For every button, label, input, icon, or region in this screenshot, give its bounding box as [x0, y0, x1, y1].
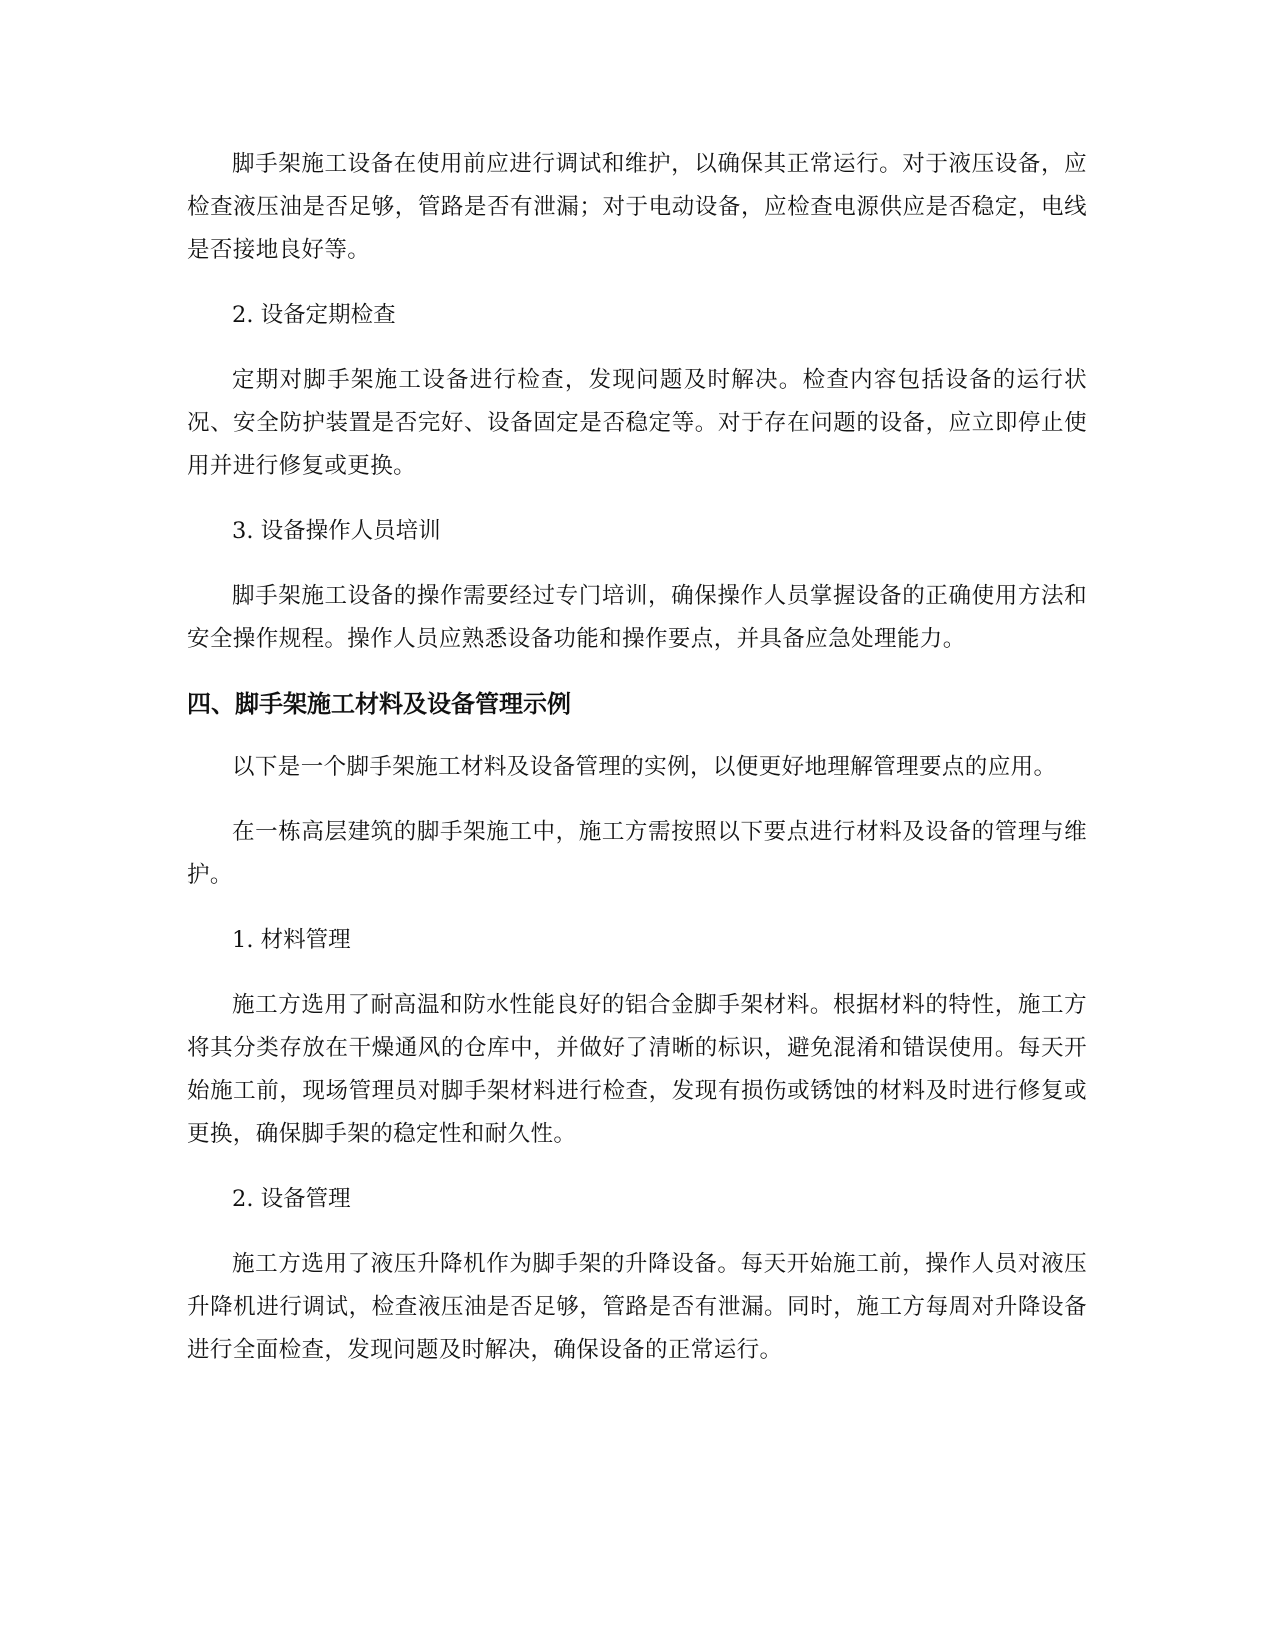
paragraph-regular-inspection: 定期对脚手架施工设备进行检查，发现问题及时解决。检查内容包括设备的运行状况、安全防护装置是否完好、设备固定是否稳定等。对于存在问题的设备，应立即停止使用并进行修复或更换。 [187, 367, 1087, 479]
paragraph-material-management: 施工方选用了耐高温和防水性能良好的铝合金脚手架材料。根据材料的特性，施工方将其分类存放在干燥通风的仓库中，并做好了清晰的标识，避免混淆和错误使用。每天开始施工前，现场管理员对脚手架材料进行检查，发现有损伤或锈蚀的材料及时进行修复或更换，确保脚手架的稳定性和耐久性。 [187, 992, 1087, 1147]
paragraph-equipment-management: 施工方选用了液压升降机作为脚手架的升降设备。每天开始施工前，操作人员对液压升降机进行调试，检查液压油是否足够，管路是否有泄漏。同时，施工方每周对升降设备进行全面检查，发现问题及时解决，确保设备的正常运行。 [187, 1251, 1087, 1363]
item-heading-equipment-management: 2. 设备管理 [232, 1186, 351, 1212]
document-body [187, 143, 1087, 1394]
section-heading-management-example: 四、脚手架施工材料及设备管理示例 [187, 690, 571, 718]
paragraph-example-context: 在一栋高层建筑的脚手架施工中，施工方需按照以下要点进行材料及设备的管理与维护。 [187, 819, 1087, 888]
item-heading-material-management: 1. 材料管理 [232, 927, 351, 953]
item-heading-operator-training: 3. 设备操作人员培训 [232, 518, 441, 544]
paragraph-operator-training: 脚手架施工设备的操作需要经过专门培训，确保操作人员掌握设备的正确使用方法和安全操作规程。操作人员应熟悉设备功能和操作要点，并具备应急处理能力。 [187, 583, 1087, 652]
paragraph-example-intro: 以下是一个脚手架施工材料及设备管理的实例，以便更好地理解管理要点的应用。 [232, 754, 1057, 780]
item-heading-regular-inspection: 2. 设备定期检查 [232, 302, 396, 328]
paragraph-equipment-commissioning: 脚手架施工设备在使用前应进行调试和维护，以确保其正常运行。对于液压设备，应检查液压油是否足够，管路是否有泄漏；对于电动设备，应检查电源供应是否稳定，电线是否接地良好等。 [187, 151, 1087, 263]
